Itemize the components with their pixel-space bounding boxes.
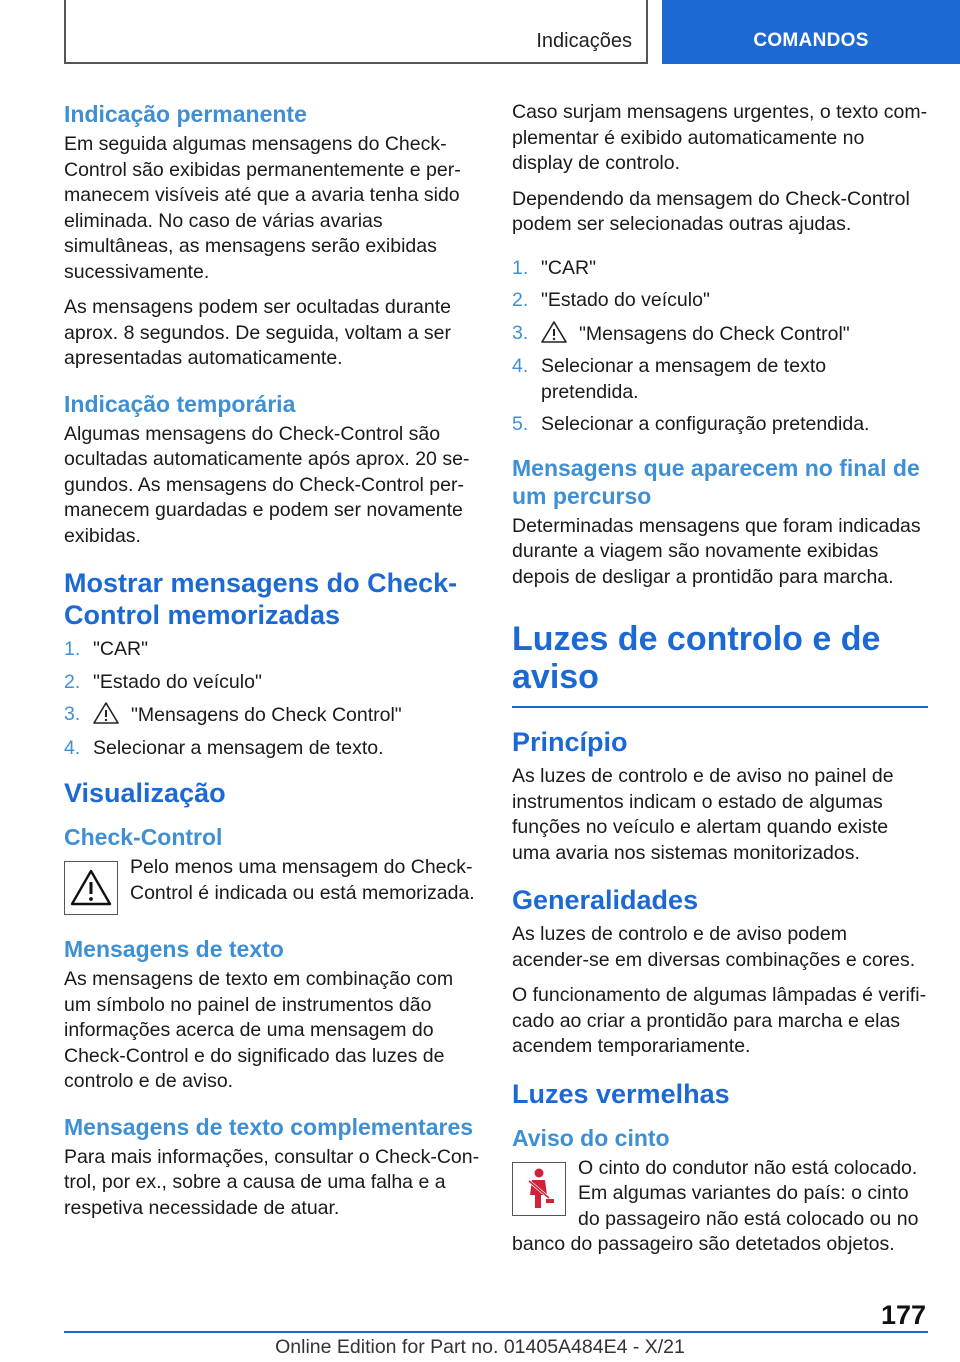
heading-general: Generalidades xyxy=(512,885,699,915)
list-item: 4. Selecionar a mensagem de texto. xyxy=(64,736,384,759)
list-item: 2. "Estado do veículo" xyxy=(512,289,710,311)
footer-edition: Online Edition for Part no. 01405A484E4 - X/21 xyxy=(275,1336,685,1358)
para-belt-a: O cinto do condutor não está colocado. Em algumas variantes do país: o cinto do passageiro não está colocado ou no xyxy=(578,1156,919,1230)
belt-warning-block xyxy=(512,1156,928,1233)
para-urgent-2: Dependendo da mensagem do Check-Control podem ser selecionadas outras ajudas. xyxy=(512,187,910,235)
section-divider xyxy=(512,706,928,708)
heading-text-messages: Mensagens de texto xyxy=(64,936,284,962)
para-urgent-1: Caso surjam mensagens urgentes, o texto complementar é exibido automaticamente no display de controlo. xyxy=(512,101,928,174)
list-item: 2. "Estado do veículo" xyxy=(64,670,262,693)
para-complementary: Para mais informações, consultar o Check-Control, por ex., sobre a causa de uma falha e a respetiva necessidade de atuar. xyxy=(64,1145,480,1219)
list-item: 4. Selecionar a mensagem de texto pretendida. xyxy=(512,355,827,403)
warning-triangle-icon xyxy=(64,861,118,915)
heading-check-control: Check-Control xyxy=(64,824,223,850)
list-item: 3. "Mensagens do Check Control" xyxy=(64,703,402,726)
para-temporary: Algumas mensagens do Check-Control são ocultadas automaticamente após aprox. 20 segundos. As mensagens do Check-Control permanecem guardadas e podem ser novamente exibidas. xyxy=(64,422,470,547)
left-column xyxy=(64,100,480,1231)
list-item: 1. "CAR" xyxy=(512,256,597,279)
header-section-title: Indicações xyxy=(536,30,632,52)
heading-end-of-trip: Mensagens que aparecem no final de um percurso xyxy=(512,454,920,509)
steps-list-left xyxy=(64,637,480,761)
heading-complementary: Mensagens de texto complementares xyxy=(64,1113,474,1140)
heading-indicator-lights: Luzes de controlo e de aviso xyxy=(512,620,881,696)
list-item: 1. "CAR" xyxy=(64,638,149,660)
heading-temporary: Indicação temporária xyxy=(64,390,296,417)
chapter-label: COMANDOS xyxy=(753,30,869,51)
steps-list-right xyxy=(512,256,928,438)
heading-red-lights: Luzes vermelhas xyxy=(512,1078,730,1109)
para-end-of-trip: Determinadas mensagens que foram indicadas durante a viagem são novamente exibidas depois de desligar a prontidão para marcha. xyxy=(512,514,921,588)
para-general-1: As luzes de controlo e de aviso podem acender-se em diversas combinações e cores. xyxy=(512,923,916,971)
heading-permanent: Indicação permanente xyxy=(64,101,307,127)
para-principle: As luzes de controlo e de aviso no painel de instrumentos indicam o estado de algumas funções no veículo e alertam quando existe uma avaria nos sistemas monitorizados. xyxy=(512,765,894,864)
para-check-control: Pelo menos uma mensagem do Check-Control é indicada ou está memorizada. xyxy=(130,856,475,904)
para-general-2: O funcionamento de algumas lâmpadas é verificado ao criar a prontidão para marcha e elas acendem temporariamente. xyxy=(512,984,927,1057)
footer-rule xyxy=(64,1331,928,1333)
warning-triangle-icon xyxy=(93,702,119,724)
header-chapter-tab[interactable] xyxy=(662,0,960,64)
heading-principle: Princípio xyxy=(512,727,628,757)
para-belt-b: banco do passageiro são detetados objetos. xyxy=(512,1233,895,1255)
heading-visualization: Visualização xyxy=(64,778,226,808)
right-column xyxy=(512,100,928,1268)
warning-triangle-icon xyxy=(541,321,567,343)
para-permanent-2: As mensagens podem ser ocultadas durante aprox. 8 segundos. De seguida, voltam a ser apresentadas automaticamente. xyxy=(64,296,451,369)
seatbelt-warning-icon xyxy=(512,1162,566,1216)
list-item: 3. "Mensagens do Check Control" xyxy=(512,321,850,345)
list-item: 5. Selecionar a configuração pretendida. xyxy=(512,413,870,435)
para-text-messages: As mensagens de texto em combinação com um símbolo no painel de instrumentos dão informações acerca de uma mensagem do Check-Control e do significado das luzes de controlo e de aviso. xyxy=(64,968,454,1092)
heading-show-messages: Mostrar mensagens do Check-Control memorizadas xyxy=(64,568,458,630)
heading-belt-warning: Aviso do cinto xyxy=(512,1124,670,1151)
para-permanent-1: Em seguida algumas mensagens do Check-Control são exibidas permanentemente e permanecem visíveis até que a avaria tenha sido eliminada. No caso de várias avarias simultâneas, as mensagens serão exibidas sucessivamente. xyxy=(64,133,461,283)
page-number: 177 xyxy=(880,1300,926,1330)
check-control-block xyxy=(64,855,480,915)
